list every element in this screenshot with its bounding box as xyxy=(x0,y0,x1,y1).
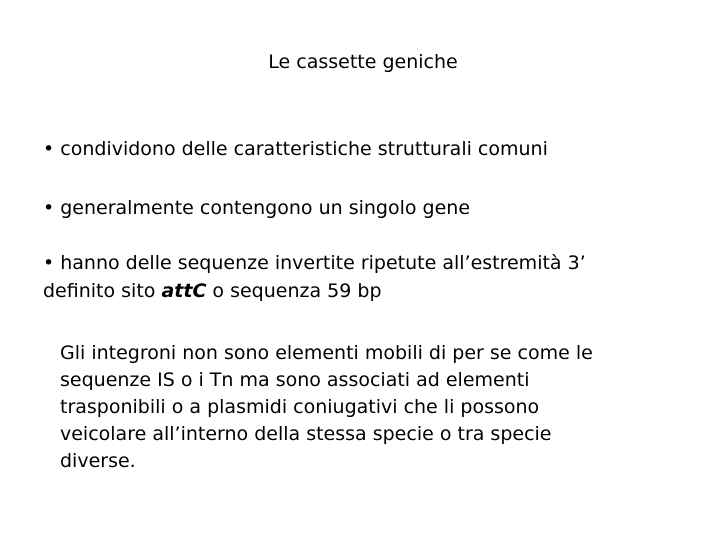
slide-title: Le cassette geniche xyxy=(268,51,458,73)
bullet-structural-features: • condividono delle caratteristiche strutturali comuni xyxy=(43,138,548,160)
attc-term: attC xyxy=(161,280,207,302)
bullet-text-post: o sequenza 59 bp xyxy=(206,280,382,302)
paragraph-line: veicolare all’interno della stessa specie o tra specie xyxy=(60,423,552,445)
bullet-text-pre: definito sito xyxy=(43,280,162,302)
bullet-inverted-repeats-line1: • hanno delle sequenze invertite ripetute all’estremità 3’ xyxy=(43,252,586,274)
bullet-single-gene: • generalmente contengono un singolo gene xyxy=(43,197,471,219)
paragraph-line: Gli integroni non sono elementi mobili di per se come le xyxy=(60,342,593,364)
integron-paragraph xyxy=(60,340,700,475)
paragraph-line: diverse. xyxy=(60,450,136,472)
bullet-inverted-repeats-line2 xyxy=(43,277,703,305)
bullet-inverted-repeats xyxy=(43,249,703,305)
paragraph-line: trasponibili o a plasmidi coniugativi che li possono xyxy=(60,396,540,418)
paragraph-line: sequenze IS o i Tn ma sono associati ad elementi xyxy=(60,369,530,391)
